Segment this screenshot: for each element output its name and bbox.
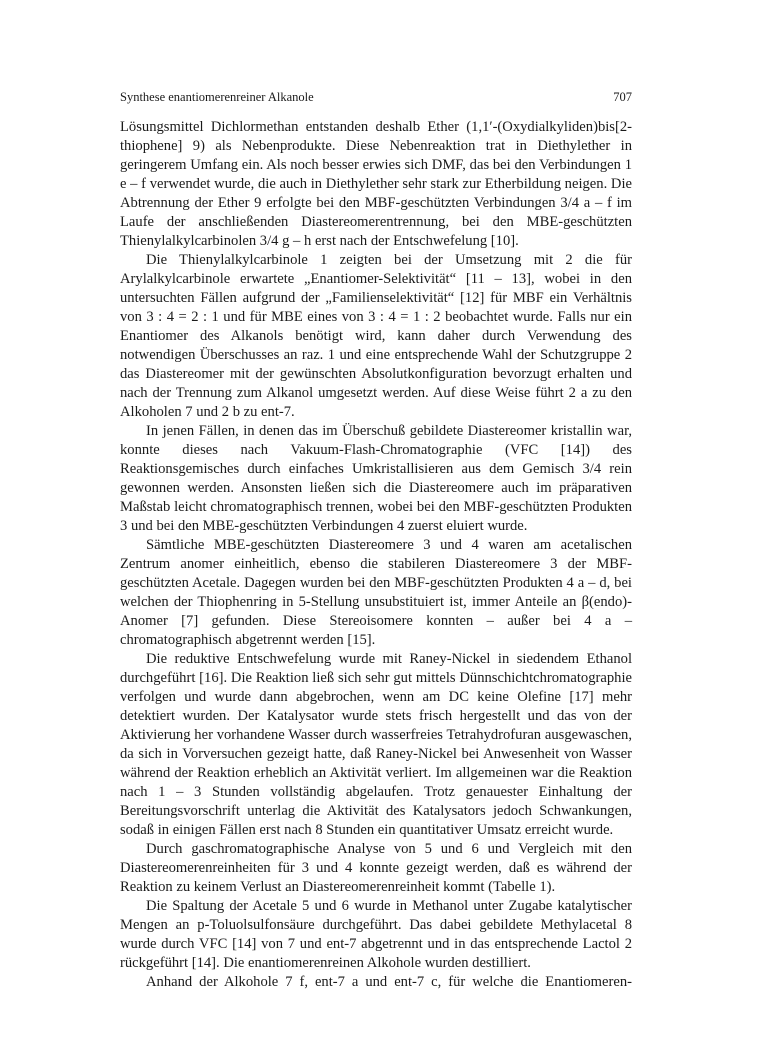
paragraph: Sämtliche MBE-geschützten Diastereomere 3 und 4 waren am acetalischen Zentrum anomer einheitlich, ebenso die stabileren Diastereomere 3 der MBF-geschützten Acetale. Dagegen wurden bei den MBF-geschützten Produkten 4 a – d, bei welchen der Thiophenring in 5-Stellung unsubstituiert ist, immer Anteile an β(endo)-Anomer [7] gefunden. Diese Stereoisomere konnten – außer bei 4 a – chromatographisch abgetrennt werden [15]. [120,537,632,648]
page-number: 707 [613,90,632,104]
body-text [120,118,632,992]
paragraph: Durch gaschromatographische Analyse von 5 und 6 und Vergleich mit den Diastereomerenreinheiten für 3 und 4 konnte gezeigt werden, daß es während der Reaktion zu keinem Verlust an Diastereomerenreinheit kommt (Tabelle 1). [120,841,632,895]
running-title: Synthese enantiomerenreiner Alkanole [120,90,314,104]
paragraph: In jenen Fällen, in denen das im Überschuß gebildete Diastereomer kristallin war, konnte dieses nach Vakuum-Flash-Chromatographie (VFC [14]) des Reaktionsgemisches durch einfaches Umkristallisieren aus dem Gemisch 3/4 rein gewonnen werden. Ansonsten ließen sich die Diastereomere auch im präparativen Maßstab leicht chromatographisch trennen, wobei bei den MBF-geschützten Produkten 3 und bei den MBE-geschützten Verbindungen 4 zuerst eluiert wurde. [120,423,632,534]
paragraph: Die Thienylalkylcarbinole 1 zeigten bei der Umsetzung mit 2 die für Arylalkylcarbinole erwartete „Enantiomer-Selektivität“ [11 – 13], wobei in den untersuchten Fällen aufgrund der „Familienselektivität“ [12] für MBF ein Verhältnis von 3 : 4 = 2 : 1 und für MBE eines von 3 : 4 = 1 : 2 beobachtet wurde. Falls nur ein Enantiomer des Alkanols benötigt wird, kann daher durch Verwendung des notwendigen Überschusses an raz. 1 und eine entsprechende Wahl der Schutzgruppe 2 das Diastereomer mit der gewünschten Absolutkonfiguration bevorzugt erhalten und nach der Trennung zum Alkanol umgesetzt werden. Auf diese Weise führt 2 a zu den Alkoholen 7 und 2 b zu ent-7. [120,252,632,420]
paragraph: Lösungsmittel Dichlormethan entstanden deshalb Ether (1,1′-(Oxydialkyliden)bis[2-thiophene] 9) als Nebenprodukte. Diese Nebenreaktion trat in Diethylether in geringerem Umfang ein. Als noch besser erwies sich DMF, das bei den Verbindungen 1 e – f verwendet wurde, die auch in Diethylether sehr stark zur Etherbildung neigen. Die Abtrennung der Ether 9 erfolgte bei den MBF-geschützten Verbindungen 3/4 a – f im Laufe der anschließenden Diastereomerentrennung, bei den MBE-geschützten Thienylalkylcarbinolen 3/4 g – h erst nach der Entschwefelung [10]. [120,119,632,249]
paragraph: Die Spaltung der Acetale 5 und 6 wurde in Methanol unter Zugabe katalytischer Mengen an p-Toluolsulfonsäure durchgeführt. Das dabei gebildete Methylacetal 8 wurde durch VFC [14] von 7 und ent-7 abgetrennt und in das entsprechende Lactol 2 rückgeführt [14]. Die enantiomerenreinen Alkohole wurden destilliert. [120,898,632,971]
paragraph: Die reduktive Entschwefelung wurde mit Raney-Nickel in siedendem Ethanol durchgeführt [16]. Die Reaktion ließ sich sehr gut mittels Dünnschichtchromatographie verfolgen und wurde dann abgebrochen, wenn am DC keine Olefine [17] mehr detektiert wurden. Der Katalysator wurde stets frisch hergestellt und das von der Aktivierung her vorhandene Wasser durch wasserfreies Tetrahydrofuran ausgewaschen, da sich in Vorversuchen gezeigt hatte, daß Raney-Nickel bei Anwesenheit von Wasser während der Reaktion erheblich an Aktivität verliert. Im allgemeinen war die Reaktion nach 1 – 3 Stunden vollständig abgelaufen. Trotz genauester Einhaltung der Bereitungsvorschrift unterlag die Aktivität des Katalysators jedoch Schwankungen, sodaß in einigen Fällen erst nach 8 Stunden ein quantitativer Umsatz erreicht wurde. [120,651,632,838]
paragraph: Anhand der Alkohole 7 f, ent-7 a und ent-7 c, für welche die Enantiomeren- [146,974,632,990]
